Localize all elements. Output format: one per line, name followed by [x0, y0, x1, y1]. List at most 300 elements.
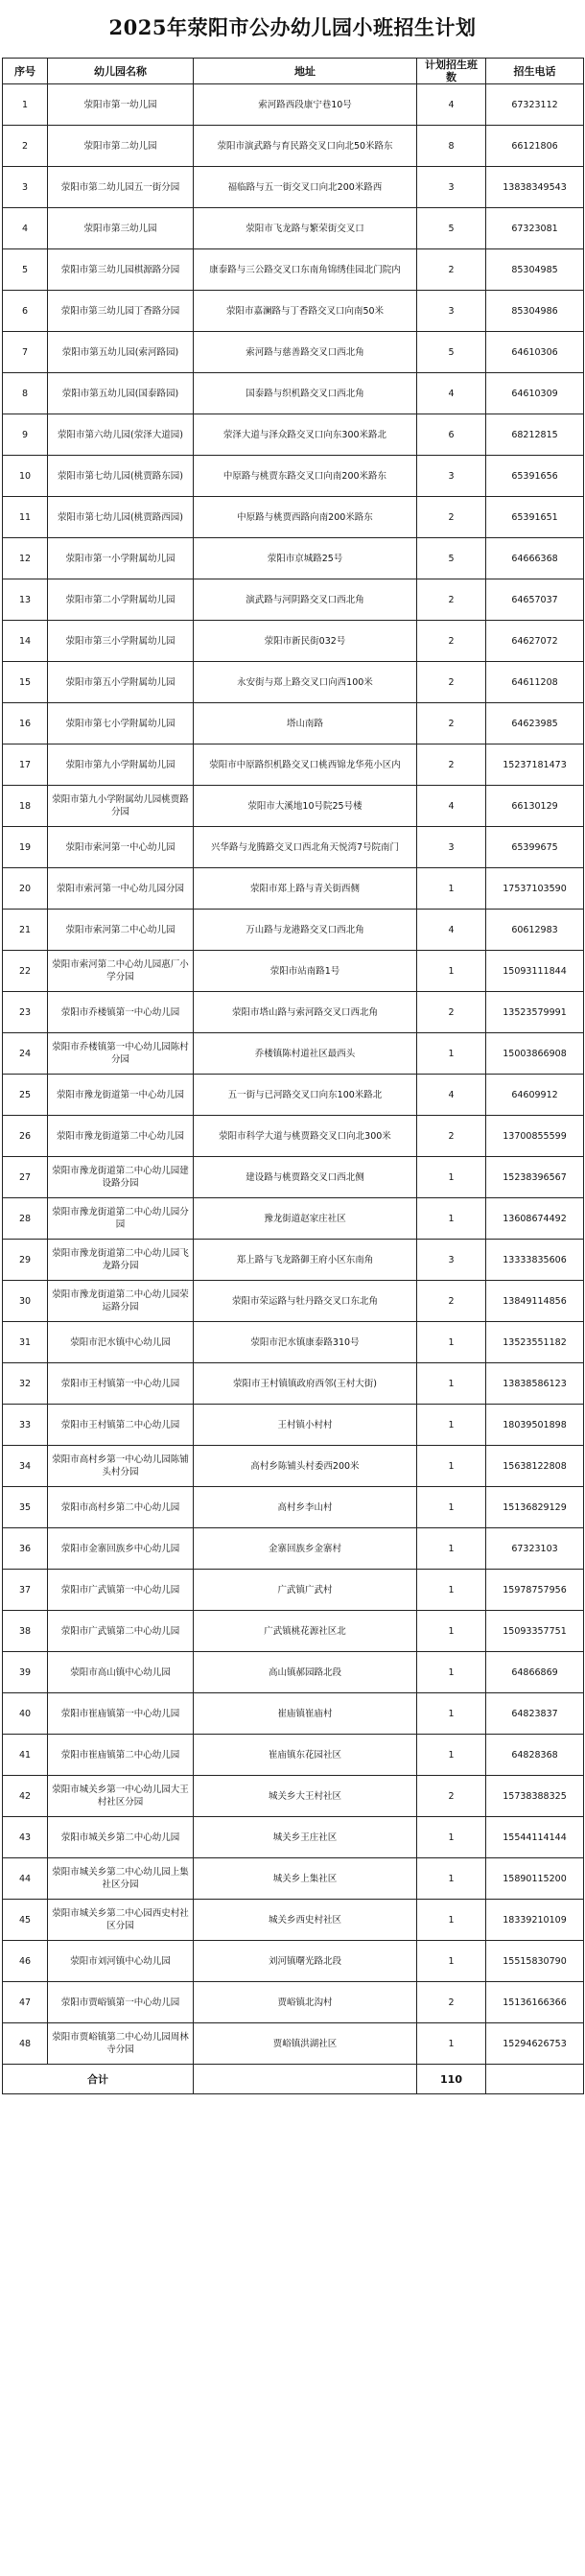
kindergarten-name: 荥阳市贾峪镇第二中心幼儿园周林寺分园	[48, 2023, 194, 2065]
row-number: 33	[3, 1405, 48, 1446]
table-row	[3, 744, 584, 786]
row-number: 24	[3, 1033, 48, 1075]
kindergarten-name: 荥阳市第三幼儿园丁香路分园	[48, 291, 194, 332]
enrollment-phone: 13523579991	[486, 992, 584, 1033]
kindergarten-name: 荥阳市第五小学附属幼儿园	[48, 662, 194, 703]
table-row	[3, 1652, 584, 1693]
table-row	[3, 1735, 584, 1776]
table-row	[3, 291, 584, 332]
header-quota: 计划招生班数	[417, 59, 486, 84]
address: 高村乡陈铺头村委西200米	[194, 1446, 417, 1487]
table-row	[3, 249, 584, 291]
kindergarten-name: 荥阳市豫龙街道第二中心幼儿园荣运路分园	[48, 1281, 194, 1322]
address: 福临路与五一街交叉口向北200米路西	[194, 167, 417, 208]
row-number: 5	[3, 249, 48, 291]
header-phone: 招生电话	[486, 59, 584, 84]
class-quota: 2	[417, 579, 486, 621]
row-number: 9	[3, 414, 48, 456]
kindergarten-name: 荥阳市索河第一中心幼儿园	[48, 827, 194, 868]
kindergarten-name: 荥阳市第六幼儿园(荥泽大道园)	[48, 414, 194, 456]
enrollment-phone: 18039501898	[486, 1405, 584, 1446]
table-row	[3, 1405, 584, 1446]
table-row	[3, 373, 584, 414]
class-quota: 1	[417, 1033, 486, 1075]
kindergarten-name: 荥阳市高村乡第一中心幼儿园陈铺头村分园	[48, 1446, 194, 1487]
kindergarten-name: 荥阳市金寨回族乡中心幼儿园	[48, 1528, 194, 1570]
address: 中原路与桃贾东路交叉口向南200米路东	[194, 456, 417, 497]
kindergarten-name: 荥阳市崔庙镇第一中心幼儿园	[48, 1693, 194, 1735]
class-quota: 1	[417, 1198, 486, 1240]
kindergarten-name: 荥阳市高村乡第二中心幼儿园	[48, 1487, 194, 1528]
enrollment-phone: 15136166366	[486, 1982, 584, 2023]
address: 建设路与桃贾路交叉口西北侧	[194, 1157, 417, 1198]
kindergarten-name: 荥阳市第七幼儿园(桃贾路西园)	[48, 497, 194, 538]
kindergarten-name: 荥阳市索河第一中心幼儿园分园	[48, 868, 194, 910]
class-quota: 1	[417, 1735, 486, 1776]
address: 广武镇广武村	[194, 1570, 417, 1611]
class-quota: 1	[417, 1693, 486, 1735]
table-row	[3, 703, 584, 744]
row-number: 8	[3, 373, 48, 414]
table-row	[3, 1075, 584, 1116]
row-number: 27	[3, 1157, 48, 1198]
row-number: 4	[3, 208, 48, 249]
kindergarten-name: 荥阳市刘河镇中心幼儿园	[48, 1941, 194, 1982]
address: 荥阳市站南路1号	[194, 951, 417, 992]
enrollment-phone: 15638122808	[486, 1446, 584, 1487]
enrollment-phone: 67323112	[486, 84, 584, 126]
enrollment-phone: 18339210109	[486, 1900, 584, 1941]
address: 荥阳市京城路25号	[194, 538, 417, 579]
enrollment-table	[2, 58, 584, 2094]
address: 荥泽大道与泽众路交叉口向东300米路北	[194, 414, 417, 456]
table-row	[3, 332, 584, 373]
row-number: 36	[3, 1528, 48, 1570]
class-quota: 2	[417, 1982, 486, 2023]
address: 荥阳市汜水镇康泰路310号	[194, 1322, 417, 1363]
class-quota: 1	[417, 1570, 486, 1611]
table-row	[3, 497, 584, 538]
class-quota: 1	[417, 1941, 486, 1982]
class-quota: 1	[417, 1817, 486, 1858]
enrollment-phone: 13333835606	[486, 1240, 584, 1281]
total-phone-empty	[486, 2065, 584, 2094]
address: 荥阳市演武路与育民路交叉口向北50米路东	[194, 126, 417, 167]
row-number: 16	[3, 703, 48, 744]
enrollment-phone: 64627072	[486, 621, 584, 662]
kindergarten-name: 荥阳市崔庙镇第二中心幼儿园	[48, 1735, 194, 1776]
row-number: 31	[3, 1322, 48, 1363]
class-quota: 2	[417, 992, 486, 1033]
kindergarten-name: 荥阳市豫龙街道第一中心幼儿园	[48, 1075, 194, 1116]
kindergarten-name: 荥阳市城关乡第二中心幼儿园	[48, 1817, 194, 1858]
row-number: 44	[3, 1858, 48, 1900]
table-row	[3, 1858, 584, 1900]
table-row	[3, 579, 584, 621]
table-row	[3, 208, 584, 249]
row-number: 23	[3, 992, 48, 1033]
kindergarten-name: 荥阳市汜水镇中心幼儿园	[48, 1322, 194, 1363]
enrollment-phone: 15515830790	[486, 1941, 584, 1982]
enrollment-phone: 15294626753	[486, 2023, 584, 2065]
kindergarten-name: 荥阳市第三幼儿园	[48, 208, 194, 249]
address: 万山路与龙港路交叉口西北角	[194, 910, 417, 951]
class-quota: 5	[417, 208, 486, 249]
table-row	[3, 1817, 584, 1858]
row-number: 1	[3, 84, 48, 126]
table-row	[3, 1198, 584, 1240]
row-number: 7	[3, 332, 48, 373]
enrollment-phone: 65399675	[486, 827, 584, 868]
header-no: 序号	[3, 59, 48, 84]
address: 王村镇小村村	[194, 1405, 417, 1446]
row-number: 29	[3, 1240, 48, 1281]
class-quota: 1	[417, 1363, 486, 1405]
enrollment-phone: 15136829129	[486, 1487, 584, 1528]
address: 五一街与已河路交叉口向东100米路北	[194, 1075, 417, 1116]
class-quota: 3	[417, 456, 486, 497]
total-label: 合计	[3, 2065, 194, 2094]
class-quota: 3	[417, 1240, 486, 1281]
table-row	[3, 786, 584, 827]
table-row	[3, 1033, 584, 1075]
address: 崔庙镇东花园社区	[194, 1735, 417, 1776]
kindergarten-name: 荥阳市贾峪镇第一中心幼儿园	[48, 1982, 194, 2023]
kindergarten-name: 荥阳市第二幼儿园五一街分园	[48, 167, 194, 208]
address: 荥阳市塔山路与索河路交叉口西北角	[194, 992, 417, 1033]
kindergarten-name: 荥阳市第一小学附属幼儿园	[48, 538, 194, 579]
class-quota: 3	[417, 827, 486, 868]
class-quota: 4	[417, 910, 486, 951]
address: 城关乡王庄社区	[194, 1817, 417, 1858]
row-number: 11	[3, 497, 48, 538]
address: 豫龙街道赵家庄社区	[194, 1198, 417, 1240]
table-row	[3, 1363, 584, 1405]
kindergarten-name: 荥阳市广武镇第二中心幼儿园	[48, 1611, 194, 1652]
row-number: 43	[3, 1817, 48, 1858]
class-quota: 4	[417, 84, 486, 126]
class-quota: 1	[417, 951, 486, 992]
address: 高山镇郝园路北段	[194, 1652, 417, 1693]
row-number: 13	[3, 579, 48, 621]
table-row	[3, 1611, 584, 1652]
class-quota: 8	[417, 126, 486, 167]
address: 荥阳市飞龙路与繁荣街交叉口	[194, 208, 417, 249]
kindergarten-name: 荥阳市城关乡第二中心园西史村社区分园	[48, 1900, 194, 1941]
row-number: 20	[3, 868, 48, 910]
kindergarten-name: 荥阳市索河第二中心幼儿园	[48, 910, 194, 951]
kindergarten-name: 荥阳市第九小学附属幼儿园	[48, 744, 194, 786]
row-number: 6	[3, 291, 48, 332]
enrollment-phone: 60612983	[486, 910, 584, 951]
table-row	[3, 1528, 584, 1570]
enrollment-phone: 13700855599	[486, 1116, 584, 1157]
class-quota: 1	[417, 1652, 486, 1693]
row-number: 15	[3, 662, 48, 703]
class-quota: 6	[417, 414, 486, 456]
total-row	[3, 2065, 584, 2094]
address: 中原路与桃贾西路向南200米路东	[194, 497, 417, 538]
enrollment-phone: 66130129	[486, 786, 584, 827]
address: 演武路与河阴路交叉口西北角	[194, 579, 417, 621]
class-quota: 3	[417, 167, 486, 208]
row-number: 42	[3, 1776, 48, 1817]
table-row	[3, 1157, 584, 1198]
header-address: 地址	[194, 59, 417, 84]
kindergarten-name: 荥阳市索河第二中心幼儿园惠厂小学分园	[48, 951, 194, 992]
address: 广武镇桃花源社区北	[194, 1611, 417, 1652]
class-quota: 1	[417, 1611, 486, 1652]
class-quota: 1	[417, 1405, 486, 1446]
address: 荥阳市荣运路与牡丹路交叉口东北角	[194, 1281, 417, 1322]
address: 国泰路与织机路交叉口西北角	[194, 373, 417, 414]
kindergarten-name: 荥阳市乔楼镇第一中心幼儿园陈村分园	[48, 1033, 194, 1075]
row-number: 45	[3, 1900, 48, 1941]
address: 刘河镇曙光路北段	[194, 1941, 417, 1982]
enrollment-phone: 64823837	[486, 1693, 584, 1735]
row-number: 38	[3, 1611, 48, 1652]
class-quota: 1	[417, 2023, 486, 2065]
enrollment-phone: 64610309	[486, 373, 584, 414]
class-quota: 2	[417, 1281, 486, 1322]
enrollment-phone: 13838586123	[486, 1363, 584, 1405]
row-number: 25	[3, 1075, 48, 1116]
kindergarten-name: 荥阳市第九小学附属幼儿园桃贾路分园	[48, 786, 194, 827]
table-row	[3, 538, 584, 579]
kindergarten-name: 荥阳市城关乡第二中心幼儿园上集社区分园	[48, 1858, 194, 1900]
address: 金寨回族乡金寨村	[194, 1528, 417, 1570]
class-quota: 5	[417, 332, 486, 373]
enrollment-phone: 17537103590	[486, 868, 584, 910]
class-quota: 1	[417, 1322, 486, 1363]
address: 荥阳市嘉澜路与丁香路交叉口向南50米	[194, 291, 417, 332]
enrollment-phone: 85304986	[486, 291, 584, 332]
address: 荥阳市郑上路与青关街西侧	[194, 868, 417, 910]
enrollment-phone: 68212815	[486, 414, 584, 456]
class-quota: 1	[417, 868, 486, 910]
address: 贾峪镇北沟村	[194, 1982, 417, 2023]
row-number: 22	[3, 951, 48, 992]
enrollment-phone: 15093111844	[486, 951, 584, 992]
enrollment-phone: 65391651	[486, 497, 584, 538]
address: 城关乡上集社区	[194, 1858, 417, 1900]
table-header-row	[3, 59, 584, 84]
class-quota: 2	[417, 744, 486, 786]
enrollment-phone: 15544114144	[486, 1817, 584, 1858]
enrollment-phone: 13608674492	[486, 1198, 584, 1240]
class-quota: 1	[417, 1528, 486, 1570]
kindergarten-name: 荥阳市乔楼镇第一中心幼儿园	[48, 992, 194, 1033]
table-row	[3, 1941, 584, 1982]
class-quota: 2	[417, 497, 486, 538]
kindergarten-name: 荥阳市广武镇第一中心幼儿园	[48, 1570, 194, 1611]
kindergarten-name: 荥阳市城关乡第一中心幼儿园大王村社区分园	[48, 1776, 194, 1817]
table-row	[3, 1281, 584, 1322]
enrollment-phone: 64657037	[486, 579, 584, 621]
table-row	[3, 1487, 584, 1528]
address: 索河路与慈善路交叉口西北角	[194, 332, 417, 373]
enrollment-phone: 64623985	[486, 703, 584, 744]
table-row	[3, 1446, 584, 1487]
row-number: 18	[3, 786, 48, 827]
table-row	[3, 868, 584, 910]
class-quota: 4	[417, 786, 486, 827]
address: 崔庙镇崔庙村	[194, 1693, 417, 1735]
kindergarten-name: 荥阳市第三小学附属幼儿园	[48, 621, 194, 662]
enrollment-phone: 13849114856	[486, 1281, 584, 1322]
row-number: 46	[3, 1941, 48, 1982]
enrollment-phone: 67323081	[486, 208, 584, 249]
enrollment-phone: 15890115200	[486, 1858, 584, 1900]
table-row	[3, 84, 584, 126]
address: 城关乡西史村社区	[194, 1900, 417, 1941]
table-row	[3, 414, 584, 456]
row-number: 37	[3, 1570, 48, 1611]
class-quota: 2	[417, 249, 486, 291]
address: 贾峪镇洪湖社区	[194, 2023, 417, 2065]
table-row	[3, 2023, 584, 2065]
address: 荥阳市科学大道与桃贾路交叉口向北300米	[194, 1116, 417, 1157]
enrollment-phone: 64828368	[486, 1735, 584, 1776]
class-quota: 4	[417, 373, 486, 414]
address: 索河路西段康宁巷10号	[194, 84, 417, 126]
enrollment-phone: 64666368	[486, 538, 584, 579]
total-address-empty	[194, 2065, 417, 2094]
enrollment-phone: 15238396567	[486, 1157, 584, 1198]
row-number: 48	[3, 2023, 48, 2065]
row-number: 21	[3, 910, 48, 951]
table-row	[3, 827, 584, 868]
table-row	[3, 167, 584, 208]
enrollment-phone: 66121806	[486, 126, 584, 167]
class-quota: 2	[417, 621, 486, 662]
table-row	[3, 951, 584, 992]
address: 荥阳市新民街032号	[194, 621, 417, 662]
kindergarten-name: 荥阳市豫龙街道第二中心幼儿园分园	[48, 1198, 194, 1240]
kindergarten-name: 荥阳市第七幼儿园(桃贾路东园)	[48, 456, 194, 497]
enrollment-phone: 65391656	[486, 456, 584, 497]
kindergarten-name: 荥阳市豫龙街道第二中心幼儿园	[48, 1116, 194, 1157]
class-quota: 1	[417, 1487, 486, 1528]
class-quota: 2	[417, 1116, 486, 1157]
address: 兴华路与龙腾路交叉口西北角天悦湾7号院南门	[194, 827, 417, 868]
table-row	[3, 1900, 584, 1941]
address: 塔山南路	[194, 703, 417, 744]
enrollment-phone: 64611208	[486, 662, 584, 703]
address: 永安街与郑上路交叉口向西100米	[194, 662, 417, 703]
address: 郑上路与飞龙路御王府小区东南角	[194, 1240, 417, 1281]
row-number: 41	[3, 1735, 48, 1776]
enrollment-phone: 15738388325	[486, 1776, 584, 1817]
class-quota: 2	[417, 1776, 486, 1817]
kindergarten-name: 荥阳市第五幼儿园(国泰路园)	[48, 373, 194, 414]
enrollment-phone: 64866869	[486, 1652, 584, 1693]
row-number: 32	[3, 1363, 48, 1405]
table-row	[3, 1116, 584, 1157]
class-quota: 2	[417, 703, 486, 744]
enrollment-phone: 15237181473	[486, 744, 584, 786]
kindergarten-name: 荥阳市第三幼儿园棋源路分园	[48, 249, 194, 291]
class-quota: 1	[417, 1446, 486, 1487]
table-row	[3, 456, 584, 497]
class-quota: 3	[417, 291, 486, 332]
kindergarten-name: 荥阳市第七小学附属幼儿园	[48, 703, 194, 744]
table-row	[3, 621, 584, 662]
enrollment-phone: 15093357751	[486, 1611, 584, 1652]
address: 荥阳市中原路织机路交叉口桃西锦龙华苑小区内	[194, 744, 417, 786]
row-number: 30	[3, 1281, 48, 1322]
table-row	[3, 1570, 584, 1611]
address: 荥阳市大溪地10号院25号楼	[194, 786, 417, 827]
kindergarten-name: 荥阳市高山镇中心幼儿园	[48, 1652, 194, 1693]
enrollment-phone: 85304985	[486, 249, 584, 291]
table-row	[3, 1982, 584, 2023]
class-quota: 1	[417, 1157, 486, 1198]
address: 荥阳市王村镇镇政府西邻(王村大街)	[194, 1363, 417, 1405]
row-number: 14	[3, 621, 48, 662]
row-number: 28	[3, 1198, 48, 1240]
row-number: 19	[3, 827, 48, 868]
kindergarten-name: 荥阳市第一幼儿园	[48, 84, 194, 126]
kindergarten-name: 荥阳市第五幼儿园(索河路园)	[48, 332, 194, 373]
row-number: 2	[3, 126, 48, 167]
class-quota: 4	[417, 1075, 486, 1116]
table-row	[3, 992, 584, 1033]
table-row	[3, 1693, 584, 1735]
kindergarten-name: 荥阳市第二小学附属幼儿园	[48, 579, 194, 621]
row-number: 47	[3, 1982, 48, 2023]
address: 城关乡大王村社区	[194, 1776, 417, 1817]
kindergarten-name: 荥阳市豫龙街道第二中心幼儿园建设路分园	[48, 1157, 194, 1198]
kindergarten-name: 荥阳市王村镇第二中心幼儿园	[48, 1405, 194, 1446]
enrollment-phone: 15978757956	[486, 1570, 584, 1611]
row-number: 40	[3, 1693, 48, 1735]
enrollment-phone: 67323103	[486, 1528, 584, 1570]
address: 康泰路与三公路交叉口东南角锦绣佳园北门院内	[194, 249, 417, 291]
table-row	[3, 910, 584, 951]
enrollment-phone: 64609912	[486, 1075, 584, 1116]
row-number: 35	[3, 1487, 48, 1528]
row-number: 12	[3, 538, 48, 579]
total-quota: 110	[417, 2065, 486, 2094]
class-quota: 2	[417, 662, 486, 703]
address: 乔楼镇陈村道社区最西头	[194, 1033, 417, 1075]
class-quota: 1	[417, 1858, 486, 1900]
table-row	[3, 1322, 584, 1363]
address: 高村乡李山村	[194, 1487, 417, 1528]
table-row	[3, 1776, 584, 1817]
kindergarten-name: 荥阳市第二幼儿园	[48, 126, 194, 167]
row-number: 3	[3, 167, 48, 208]
row-number: 17	[3, 744, 48, 786]
enrollment-phone: 13838349543	[486, 167, 584, 208]
enrollment-phone: 15003866908	[486, 1033, 584, 1075]
kindergarten-name: 荥阳市王村镇第一中心幼儿园	[48, 1363, 194, 1405]
kindergarten-name: 荥阳市豫龙街道第二中心幼儿园飞龙路分园	[48, 1240, 194, 1281]
page-title: 2025年荥阳市公办幼儿园小班招生计划	[108, 15, 477, 39]
row-number: 34	[3, 1446, 48, 1487]
class-quota: 1	[417, 1900, 486, 1941]
enrollment-phone: 64610306	[486, 332, 584, 373]
table-body	[3, 84, 584, 2065]
row-number: 39	[3, 1652, 48, 1693]
enrollment-phone: 13523551182	[486, 1322, 584, 1363]
table-row	[3, 1240, 584, 1281]
header-name: 幼儿园名称	[48, 59, 194, 84]
table-row	[3, 662, 584, 703]
row-number: 10	[3, 456, 48, 497]
table-row	[3, 126, 584, 167]
